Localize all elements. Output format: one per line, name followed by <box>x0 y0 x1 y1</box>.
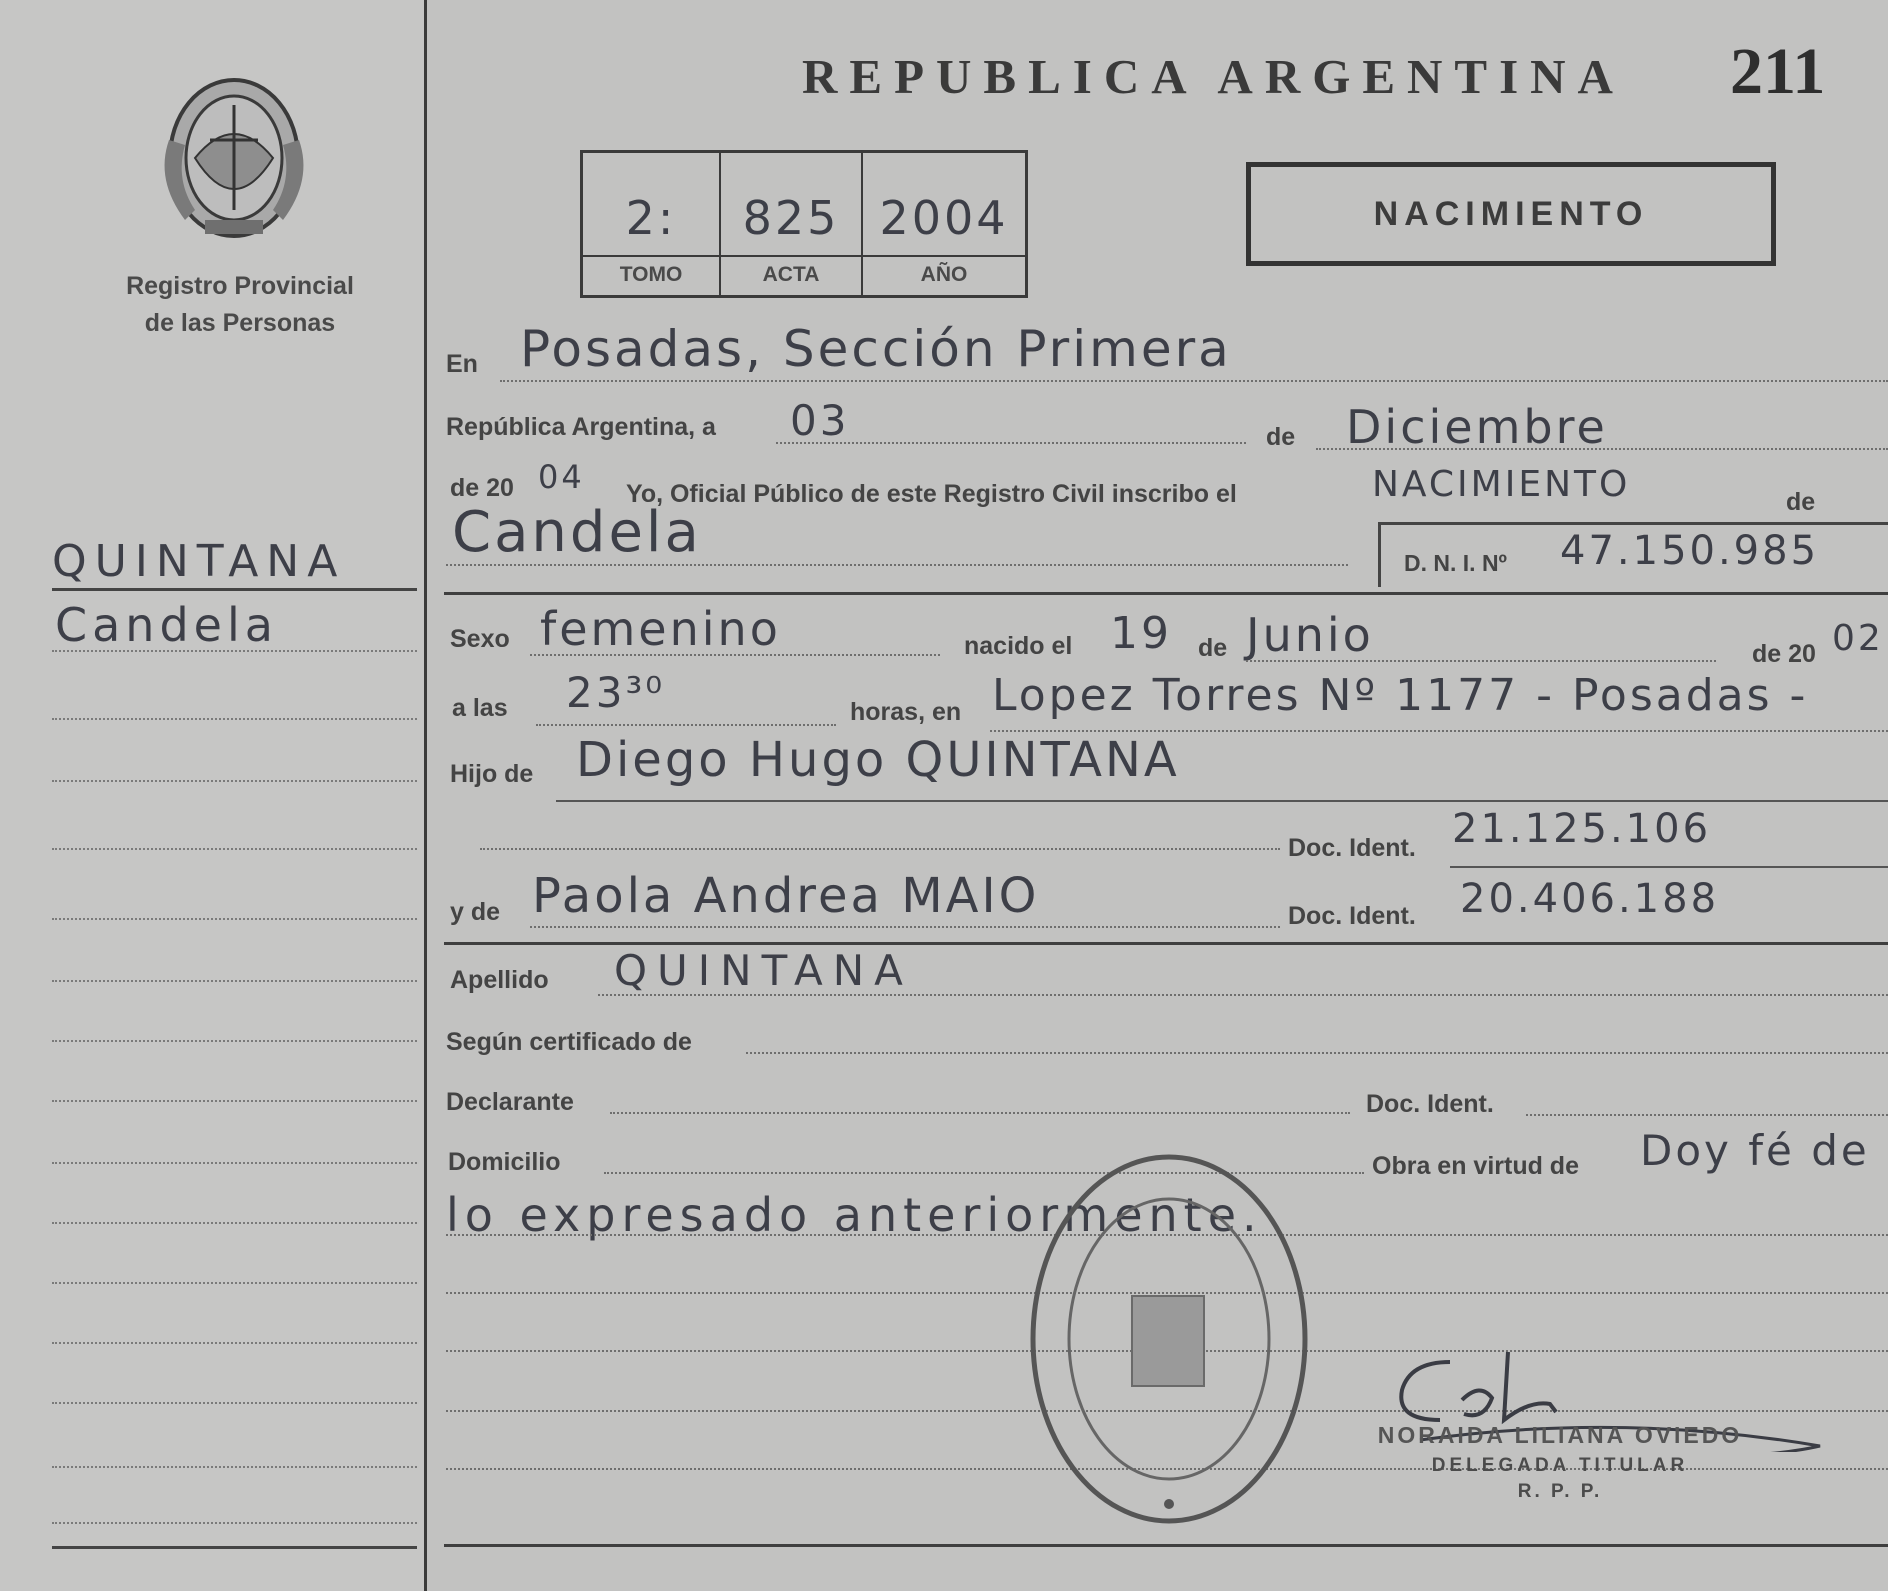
republica-label: República Argentina, a <box>446 413 716 441</box>
y-de-label: y de <box>450 898 501 926</box>
doc-ident-label: Doc. Ident. <box>1288 834 1416 862</box>
year-prefix-label: de 20 <box>450 474 514 502</box>
acta-value: 825 <box>742 191 840 245</box>
margin-line <box>52 1222 417 1224</box>
dotted-line <box>746 1052 1888 1054</box>
official-seal-icon <box>1024 1146 1314 1532</box>
apellido-label: Apellido <box>450 966 549 994</box>
dotted-line <box>776 442 1246 444</box>
child-name-value: Candela <box>452 500 702 565</box>
dotted-line <box>446 564 1348 566</box>
margin-line <box>52 718 417 720</box>
margin-line <box>52 780 417 782</box>
ano-value: 2004 <box>879 191 1009 245</box>
registry-name <box>100 268 380 342</box>
dotted-line <box>530 654 940 656</box>
margin-line <box>52 1402 417 1404</box>
birth-year-suffix-value: 02 <box>1832 618 1884 659</box>
year-suffix-value: 04 <box>538 458 585 496</box>
acta-label: ACTA <box>721 255 861 287</box>
de-label-3: de <box>1198 634 1228 662</box>
birth-month-value: Junio <box>1246 608 1374 662</box>
a-las-label: a las <box>452 694 508 722</box>
mother-name-value: Paola Andrea MAIO <box>532 868 1040 924</box>
line <box>556 800 1888 802</box>
obra-label: Obra en virtud de <box>1372 1152 1579 1180</box>
tomo-value: 2: <box>625 191 677 245</box>
mother-doc-value: 20.406.188 <box>1460 876 1720 922</box>
document-title: REPUBLICA ARGENTINA <box>802 49 1625 104</box>
dotted-line <box>1246 660 1716 662</box>
obra-value: Doy fé de <box>1640 1126 1870 1175</box>
margin-line <box>52 1040 417 1042</box>
dotted-line <box>1316 448 1888 450</box>
registry-name-line1: Registro Provincial <box>126 272 354 300</box>
oficial-text: Yo, Oficial Público de este Registro Civil inscribo el <box>626 480 1237 508</box>
de-label: de <box>1266 423 1296 451</box>
inscription-type-value: NACIMIENTO <box>1372 464 1631 505</box>
margin-line <box>52 980 417 982</box>
father-name-value: Diego Hugo QUINTANA <box>576 732 1180 788</box>
dni-value: 47.150.985 <box>1560 528 1820 574</box>
tomo-label: TOMO <box>583 255 719 287</box>
signer-name: NORAIDA LILIANA OVIEDO <box>1377 1422 1743 1448</box>
obra-continuation: lo expresado anteriormente. <box>446 1188 1263 1242</box>
margin-line <box>52 650 417 652</box>
margin-line <box>52 1342 417 1344</box>
margin-bottom-rule <box>52 1546 417 1549</box>
margin-given-name: Candela <box>55 598 278 652</box>
bottom-rule <box>444 1544 1888 1547</box>
registration-box <box>580 150 1028 298</box>
dotted-line <box>598 994 1888 996</box>
margin-surname: QUINTANA <box>52 536 346 587</box>
horas-label: horas, en <box>850 698 962 726</box>
birth-place-value: Lopez Torres Nº 1177 - Posadas - <box>992 670 1809 721</box>
column-divider <box>424 0 427 1591</box>
birth-year-prefix-label: de 20 <box>1752 640 1816 668</box>
signer-block <box>1350 1422 1770 1503</box>
signer-org: R. P. P. <box>1517 1481 1603 1502</box>
dotted-line <box>536 724 836 726</box>
en-label: En <box>446 350 478 378</box>
margin-underline <box>52 588 417 591</box>
provincial-crest-icon <box>155 70 313 240</box>
month-value: Diciembre <box>1346 400 1608 454</box>
place-value: Posadas, Sección Primera <box>520 320 1232 378</box>
domicilio-label: Domicilio <box>448 1148 561 1176</box>
section-rule <box>444 592 1888 595</box>
surname-value: QUINTANA <box>614 946 913 995</box>
doc-ident-label-3: Doc. Ident. <box>1366 1090 1494 1118</box>
margin-line <box>52 918 417 920</box>
margin-line <box>52 1282 417 1284</box>
birth-time-value: 23³⁰ <box>566 668 666 717</box>
doc-ident-label-2: Doc. Ident. <box>1288 902 1416 930</box>
dotted-line <box>610 1112 1350 1114</box>
day-value: 03 <box>790 396 850 445</box>
sexo-label: Sexo <box>450 625 510 653</box>
dotted-line <box>480 848 1280 850</box>
acta-cell <box>721 153 863 295</box>
ano-label: AÑO <box>863 255 1025 287</box>
margin-line <box>52 1522 417 1524</box>
dni-label: D. N. I. Nº <box>1404 550 1507 576</box>
father-doc-value: 21.125.106 <box>1452 806 1712 852</box>
nacido-label: nacido el <box>964 632 1073 660</box>
birth-day-value: 19 <box>1110 608 1172 659</box>
hijo-label: Hijo de <box>450 760 534 788</box>
signer-role: DELEGADA TITULAR <box>1431 1455 1689 1476</box>
margin-line <box>52 1466 417 1468</box>
tomo-cell <box>583 153 721 295</box>
record-type-box: NACIMIENTO <box>1246 162 1776 266</box>
segun-label: Según certificado de <box>446 1028 692 1056</box>
section-rule <box>444 942 1888 945</box>
declarante-label: Declarante <box>446 1088 574 1116</box>
line <box>1450 866 1888 868</box>
dotted-line <box>500 380 1888 382</box>
page-number: 211 <box>1730 35 1826 108</box>
margin-line <box>52 1100 417 1102</box>
ano-cell <box>863 153 1025 295</box>
dotted-line <box>1526 1114 1888 1116</box>
margin-line <box>52 1162 417 1164</box>
dotted-line <box>530 926 1280 928</box>
de-label-2: de <box>1786 488 1816 516</box>
sex-value: femenino <box>540 602 781 656</box>
registry-name-line2: de las Personas <box>144 309 336 337</box>
margin-line <box>52 848 417 850</box>
